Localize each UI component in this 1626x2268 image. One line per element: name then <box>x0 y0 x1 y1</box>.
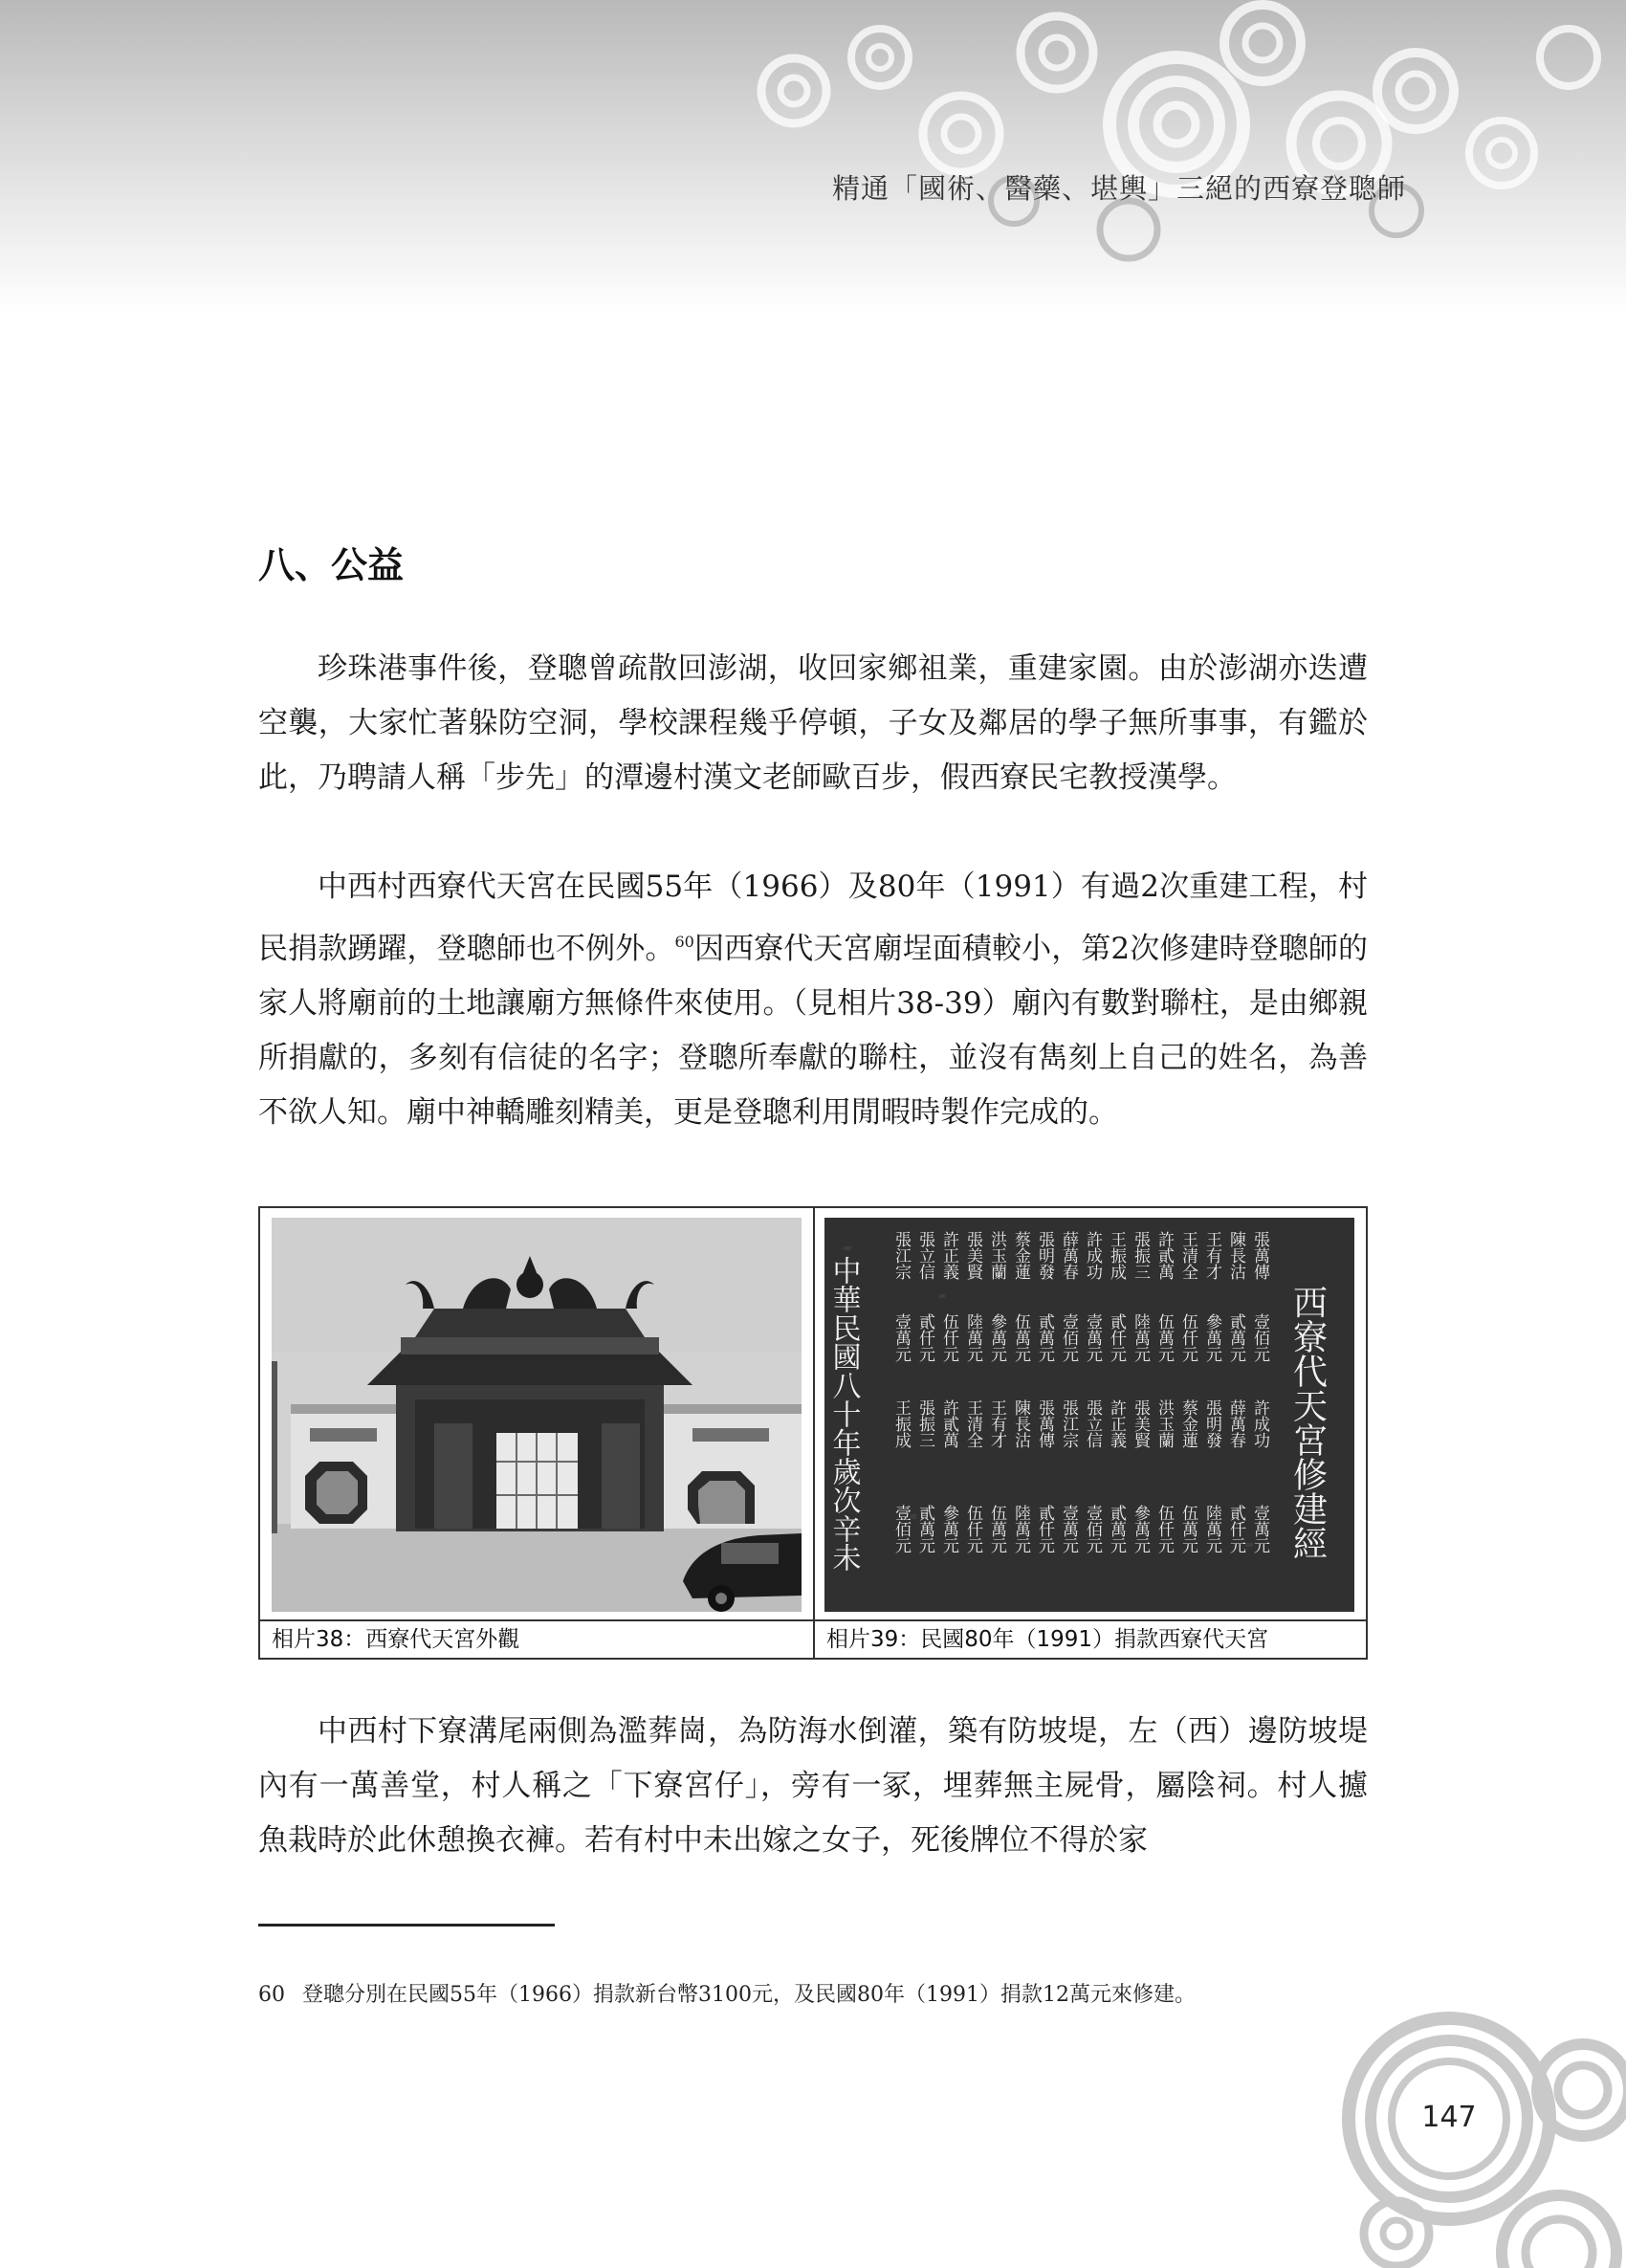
donor-amount: 貳萬元 <box>1035 1313 1054 1362</box>
photo-38-caption: 相片38：西寮代天宮外觀 <box>260 1619 813 1658</box>
inscription-date: 中華民國八十年歲次辛未 <box>826 1256 861 1572</box>
donor-amount: 壹佰元 <box>1250 1313 1269 1362</box>
donor-amount: 貳萬元 <box>1107 1505 1126 1553</box>
donor-amount: 壹佰元 <box>1059 1313 1078 1362</box>
running-header-title: 精通「國術、醫藥、堪輿」三絕的西寮登聰師 <box>831 172 1406 205</box>
donation-stele-photo <box>824 1218 1354 1612</box>
donor-name: 洪玉蘭 <box>987 1231 1006 1280</box>
donor-amount: 壹萬元 <box>1083 1313 1102 1362</box>
decorative-circles-bottom <box>1339 2009 1626 2268</box>
donor-name: 張明發 <box>1035 1231 1054 1280</box>
donor-amount: 伍萬元 <box>1178 1505 1198 1553</box>
donor-name: 陳長沽 <box>1226 1231 1245 1280</box>
donor-name: 許正義 <box>939 1231 958 1280</box>
donor-amount: 陸萬元 <box>963 1313 982 1362</box>
donor-name: 張振三 <box>1131 1231 1150 1280</box>
donor-name: 張明發 <box>1202 1399 1221 1448</box>
footnote-divider <box>258 1924 555 1927</box>
donor-name: 張江宗 <box>891 1231 911 1280</box>
donor-name: 許成功 <box>1250 1399 1269 1448</box>
section-title: 八、公益 <box>258 544 405 586</box>
donor-name: 張江宗 <box>1059 1399 1078 1448</box>
footnote-number: 60 <box>258 1983 285 2007</box>
donor-name: 許成功 <box>1083 1231 1102 1280</box>
donor-amount: 伍萬元 <box>1154 1313 1174 1362</box>
paragraph-3: 中西村下寮溝尾兩側為濫葬崗，為防海水倒灌，築有防坡堤，左（西）邊防坡堤內有一萬善堂，村人稱之「下寮宮仔」，旁有一冢，埋葬無主屍骨，屬陰祠。村人攄魚栽時於此休憩換衣褲。若有村中未出嫁之女子，死後牌位不得於家 <box>258 1714 1368 1858</box>
donor-name: 張美賢 <box>963 1231 982 1280</box>
paragraph-2-part-a: 中西村西寮代天宮在民國55年（1966）及80年（1991）有過2次重建工程，村民捐款踴躍，登聰師也不例外。 <box>258 870 1368 966</box>
donation-stele-image <box>824 1218 1354 1612</box>
donor-name: 張萬傳 <box>1035 1399 1054 1448</box>
donor-name: 王清全 <box>963 1399 982 1448</box>
donor-name: 王振成 <box>891 1399 911 1448</box>
donor-amount: 壹萬元 <box>1250 1505 1269 1553</box>
donor-amount: 伍仟元 <box>963 1505 982 1553</box>
photo-39-caption: 相片39：民國80年（1991）捐款西寮代天宮 <box>815 1619 1366 1658</box>
donor-amount: 陸萬元 <box>1202 1505 1221 1553</box>
donor-amount: 貳萬元 <box>1226 1313 1245 1362</box>
donor-amount: 參萬元 <box>1202 1313 1221 1362</box>
paragraph-2-part-b: 因西寮代天宮廟埕面積較小，第2次修建時登聰師的家人將廟前的土地讓廟方無條件來使用。（見相片38-39）廟內有數對聯柱，是由鄉親所捐獻的，多刻有信徒的名字；登聰所奉獻的聯柱，並沒有雋刻上自己的姓名，為善不欲人知。廟中神轎雕刻精美，更是登聰利用閒暇時製作完成的。 <box>258 932 1368 1130</box>
donor-amount: 貳仟元 <box>1035 1505 1054 1553</box>
donor-name: 張立信 <box>1083 1399 1102 1448</box>
photo-cell-38 <box>260 1208 815 1658</box>
donor-name: 王有才 <box>1202 1231 1221 1280</box>
donor-name: 許正義 <box>1107 1399 1126 1448</box>
inscription-title: 西寮代天宮修建經 <box>1287 1285 1328 1560</box>
donor-name: 蔡金蓮 <box>1011 1231 1030 1280</box>
footnote <box>258 1978 1368 2008</box>
donor-name: 王有才 <box>987 1399 1006 1448</box>
donor-name: 許貳萬 <box>1154 1231 1174 1280</box>
donor-amount: 貳仟元 <box>1226 1505 1245 1553</box>
footnote-text: 登聰分別在民國55年（1966）捐款新台幣3100元，及民國80年（1991）捐款12萬元來修建。 <box>302 1983 1196 2007</box>
donor-amount: 貳仟元 <box>1107 1313 1126 1362</box>
donor-amount: 壹萬元 <box>891 1313 911 1362</box>
donor-name: 洪玉蘭 <box>1154 1399 1174 1448</box>
temple-exterior-photo <box>272 1218 802 1612</box>
donor-amount: 伍仟元 <box>939 1313 958 1362</box>
donor-amount: 參萬元 <box>1131 1505 1150 1553</box>
donor-name: 王振成 <box>1107 1231 1126 1280</box>
donor-name: 張美賢 <box>1131 1399 1150 1448</box>
paragraph-1: 珍珠港事件後，登聰曾疏散回澎湖，收回家鄉祖業，重建家園。由於澎湖亦迭遭空襲，大家忙著躲防空洞，學校課程幾乎停頓，子女及鄰居的學子無所事事，有鑑於此，乃聘請人稱「步先」的潭邊村漢文老師歐百步，假西寮民宅教授漢學。 <box>258 651 1368 795</box>
photo-cell-39 <box>815 1208 1366 1658</box>
donor-amount: 壹萬元 <box>1059 1505 1078 1553</box>
paragraph-2 <box>258 860 1368 1140</box>
donor-amount: 伍萬元 <box>1011 1313 1030 1362</box>
decorative-circles-top <box>727 0 1626 306</box>
donor-amount: 伍萬元 <box>987 1505 1006 1553</box>
donor-amount: 貳仟元 <box>915 1313 934 1362</box>
donor-amount: 伍仟元 <box>1154 1505 1174 1553</box>
donor-amount: 陸萬元 <box>1011 1505 1030 1553</box>
donor-name: 張萬傳 <box>1250 1231 1269 1280</box>
donor-amount: 壹佰元 <box>891 1505 911 1553</box>
donor-name: 張振三 <box>915 1399 934 1448</box>
donor-name: 王清全 <box>1178 1231 1198 1280</box>
donor-amount: 壹佰元 <box>1083 1505 1102 1553</box>
donor-name: 許貳萬 <box>939 1399 958 1448</box>
donor-amount: 參萬元 <box>939 1505 958 1553</box>
donor-amount: 陸萬元 <box>1131 1313 1150 1362</box>
donor-name: 薛萬春 <box>1059 1231 1078 1280</box>
photo-table <box>258 1206 1368 1660</box>
page-number: 147 <box>1421 2101 1477 2134</box>
donor-name: 薛萬春 <box>1226 1399 1245 1448</box>
donor-name: 張立信 <box>915 1231 934 1280</box>
donor-amount: 參萬元 <box>987 1313 1006 1362</box>
donor-name: 陳長沽 <box>1011 1399 1030 1448</box>
temple-exterior-image <box>272 1218 802 1612</box>
donor-name: 蔡金蓮 <box>1178 1399 1198 1448</box>
donor-amount: 貳萬元 <box>915 1505 934 1553</box>
donor-amount: 伍仟元 <box>1178 1313 1198 1362</box>
footnote-reference[interactable]: 60 <box>674 933 694 951</box>
